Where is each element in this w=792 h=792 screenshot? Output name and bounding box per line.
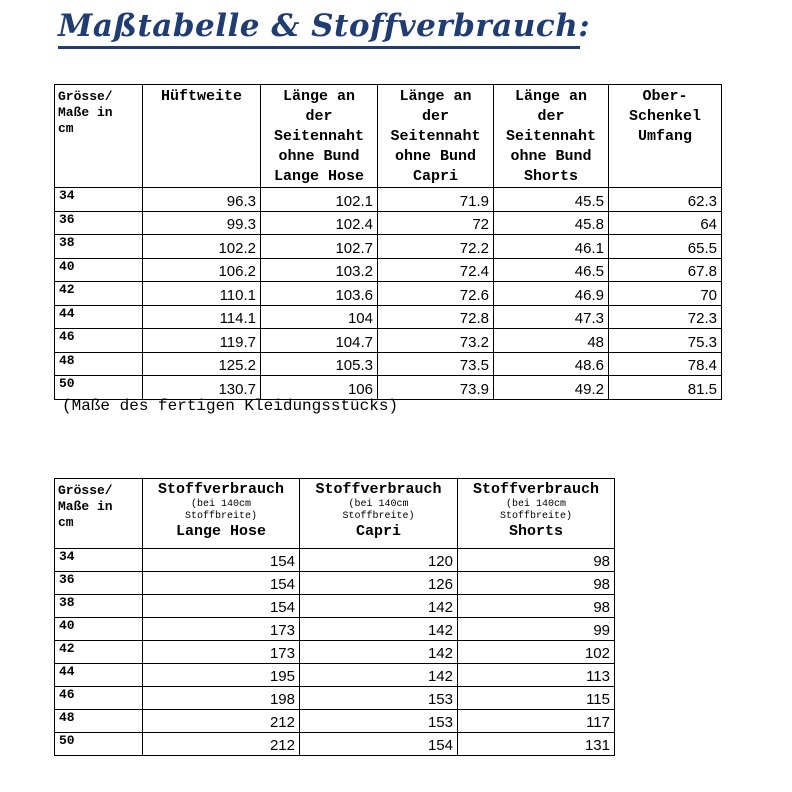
- table-row: [55, 572, 615, 595]
- size-cell: 50: [55, 733, 143, 756]
- size-cell: 46: [55, 329, 143, 353]
- size-cell: 46: [55, 687, 143, 710]
- value-cell: 102.7: [261, 235, 378, 259]
- value-cell: 98: [458, 572, 615, 595]
- header-note: (bei 140cm: [348, 499, 409, 510]
- header-line: Capri: [355, 523, 401, 540]
- header-line: ohne Bund: [278, 148, 360, 165]
- measurement-note: (Maße des fertigen Kleidungsstücks): [62, 397, 399, 415]
- value-cell: 62.3: [609, 188, 722, 212]
- value-cell: 142: [300, 618, 458, 641]
- value-cell: 119.7: [143, 329, 261, 353]
- value-cell: 120: [300, 549, 458, 572]
- value-cell: 154: [143, 572, 300, 595]
- value-cell: 72.2: [378, 235, 494, 259]
- table-row: [55, 188, 722, 212]
- value-cell: 142: [300, 664, 458, 687]
- header-note: (bei 140cm: [190, 499, 251, 510]
- value-cell: 102.4: [261, 211, 378, 235]
- value-cell: 72: [378, 211, 494, 235]
- value-cell: 115: [458, 687, 615, 710]
- header-line: Ober-: [642, 88, 688, 105]
- header-line: Hüftweite: [160, 88, 242, 105]
- header-line: Länge an: [399, 88, 472, 105]
- size-cell: 38: [55, 595, 143, 618]
- header-fabric-long: [143, 479, 300, 549]
- value-cell: 106: [261, 376, 378, 400]
- header-fabric-shorts: [458, 479, 615, 549]
- table-row: [55, 549, 615, 572]
- header-fabric-capri: [300, 479, 458, 549]
- header-size: [55, 85, 143, 188]
- table-row: [55, 305, 722, 329]
- table-row: [55, 641, 615, 664]
- value-cell: 81.5: [609, 376, 722, 400]
- value-cell: 46.5: [494, 258, 609, 282]
- value-cell: 126: [300, 572, 458, 595]
- header-line: Grösse/: [58, 483, 113, 498]
- size-cell: 42: [55, 641, 143, 664]
- value-cell: 173: [143, 641, 300, 664]
- header-note: (bei 140cm: [505, 499, 566, 510]
- size-cell: 36: [55, 211, 143, 235]
- fabric-table-body: [55, 549, 615, 756]
- value-cell: 72.6: [378, 282, 494, 306]
- table-row: [55, 687, 615, 710]
- size-cell: 38: [55, 235, 143, 259]
- header-line: cm: [58, 121, 74, 136]
- value-cell: 130.7: [143, 376, 261, 400]
- value-cell: 104: [261, 305, 378, 329]
- value-cell: 106.2: [143, 258, 261, 282]
- header-line: Seitennaht: [505, 128, 596, 145]
- value-cell: 105.3: [261, 352, 378, 376]
- table-row: [55, 352, 722, 376]
- value-cell: 195: [143, 664, 300, 687]
- header-line: Stoffverbrauch: [315, 481, 442, 498]
- table-row: [55, 664, 615, 687]
- table-row: [55, 235, 722, 259]
- value-cell: 173: [143, 618, 300, 641]
- value-cell: 72.4: [378, 258, 494, 282]
- header-line: ohne Bund: [510, 148, 592, 165]
- table-row: [55, 710, 615, 733]
- header-note: Stoffbreite): [184, 511, 257, 522]
- header-line: Shorts: [508, 523, 563, 540]
- value-cell: 125.2: [143, 352, 261, 376]
- value-cell: 72.8: [378, 305, 494, 329]
- header-line: Umfang: [637, 128, 692, 145]
- header-thigh: [609, 85, 722, 188]
- measurement-table: [54, 84, 722, 400]
- header-note: Stoffbreite): [342, 511, 415, 522]
- header-line: der: [305, 108, 333, 125]
- size-cell: 34: [55, 188, 143, 212]
- value-cell: 47.3: [494, 305, 609, 329]
- table-row: [55, 733, 615, 756]
- header-line: Maße in: [58, 499, 113, 514]
- value-cell: 45.5: [494, 188, 609, 212]
- header-line: Seitennaht: [273, 128, 364, 145]
- header-length-capri: [378, 85, 494, 188]
- page-title: Maßtabelle & Stoffverbrauch:: [58, 8, 591, 44]
- header-line: Maße in: [58, 105, 113, 120]
- value-cell: 99: [458, 618, 615, 641]
- title-underline: [58, 46, 580, 49]
- header-hip: [143, 85, 261, 188]
- value-cell: 104.7: [261, 329, 378, 353]
- size-cell: 44: [55, 664, 143, 687]
- header-line: Shorts: [523, 168, 578, 185]
- fabric-table: [54, 478, 615, 756]
- value-cell: 131: [458, 733, 615, 756]
- table-row: [55, 618, 615, 641]
- value-cell: 98: [458, 595, 615, 618]
- table-header-row: [55, 479, 615, 549]
- value-cell: 154: [143, 549, 300, 572]
- size-cell: 44: [55, 305, 143, 329]
- measurement-table-body: [55, 188, 722, 400]
- value-cell: 98: [458, 549, 615, 572]
- size-cell: 40: [55, 258, 143, 282]
- value-cell: 73.5: [378, 352, 494, 376]
- header-line: Lange Hose: [175, 523, 266, 540]
- size-cell: 50: [55, 376, 143, 400]
- value-cell: 78.4: [609, 352, 722, 376]
- value-cell: 72.3: [609, 305, 722, 329]
- header-size: [55, 479, 143, 549]
- header-line: Länge an: [514, 88, 587, 105]
- size-cell: 40: [55, 618, 143, 641]
- value-cell: 110.1: [143, 282, 261, 306]
- table-row: [55, 329, 722, 353]
- value-cell: 198: [143, 687, 300, 710]
- value-cell: 102: [458, 641, 615, 664]
- value-cell: 49.2: [494, 376, 609, 400]
- header-note: Stoffbreite): [499, 511, 572, 522]
- value-cell: 154: [300, 733, 458, 756]
- value-cell: 103.6: [261, 282, 378, 306]
- table-row: [55, 211, 722, 235]
- value-cell: 45.8: [494, 211, 609, 235]
- header-line: Stoffverbrauch: [157, 481, 285, 498]
- value-cell: 73.9: [378, 376, 494, 400]
- value-cell: 117: [458, 710, 615, 733]
- value-cell: 142: [300, 595, 458, 618]
- size-cell: 36: [55, 572, 143, 595]
- value-cell: 46.9: [494, 282, 609, 306]
- value-cell: 46.1: [494, 235, 609, 259]
- header-line: Stoffverbrauch: [472, 481, 600, 498]
- header-line: Schenkel: [628, 108, 701, 125]
- header-line: Capri: [412, 168, 458, 185]
- table-header-row: [55, 85, 722, 188]
- value-cell: 96.3: [143, 188, 261, 212]
- table-row: [55, 282, 722, 306]
- size-cell: 34: [55, 549, 143, 572]
- value-cell: 142: [300, 641, 458, 664]
- header-line: cm: [58, 515, 74, 530]
- value-cell: 153: [300, 687, 458, 710]
- value-cell: 102.2: [143, 235, 261, 259]
- value-cell: 99.3: [143, 211, 261, 235]
- header-line: Grösse/: [58, 89, 113, 104]
- value-cell: 71.9: [378, 188, 494, 212]
- header-length-long: [261, 85, 378, 188]
- value-cell: 73.2: [378, 329, 494, 353]
- value-cell: 153: [300, 710, 458, 733]
- value-cell: 114.1: [143, 305, 261, 329]
- value-cell: 113: [458, 664, 615, 687]
- size-cell: 48: [55, 710, 143, 733]
- table-row: [55, 376, 722, 400]
- value-cell: 102.1: [261, 188, 378, 212]
- header-line: ohne Bund: [394, 148, 476, 165]
- header-line: der: [537, 108, 565, 125]
- value-cell: 65.5: [609, 235, 722, 259]
- value-cell: 48.6: [494, 352, 609, 376]
- size-cell: 48: [55, 352, 143, 376]
- header-length-shorts: [494, 85, 609, 188]
- header-line: Länge an: [282, 88, 355, 105]
- header-line: Seitennaht: [390, 128, 481, 145]
- header-line: der: [421, 108, 449, 125]
- value-cell: 48: [494, 329, 609, 353]
- value-cell: 67.8: [609, 258, 722, 282]
- table-row: [55, 595, 615, 618]
- value-cell: 64: [609, 211, 722, 235]
- size-cell: 42: [55, 282, 143, 306]
- value-cell: 75.3: [609, 329, 722, 353]
- value-cell: 70: [609, 282, 722, 306]
- value-cell: 212: [143, 733, 300, 756]
- value-cell: 154: [143, 595, 300, 618]
- header-line: Lange Hose: [273, 168, 364, 185]
- value-cell: 103.2: [261, 258, 378, 282]
- table-row: [55, 258, 722, 282]
- value-cell: 212: [143, 710, 300, 733]
